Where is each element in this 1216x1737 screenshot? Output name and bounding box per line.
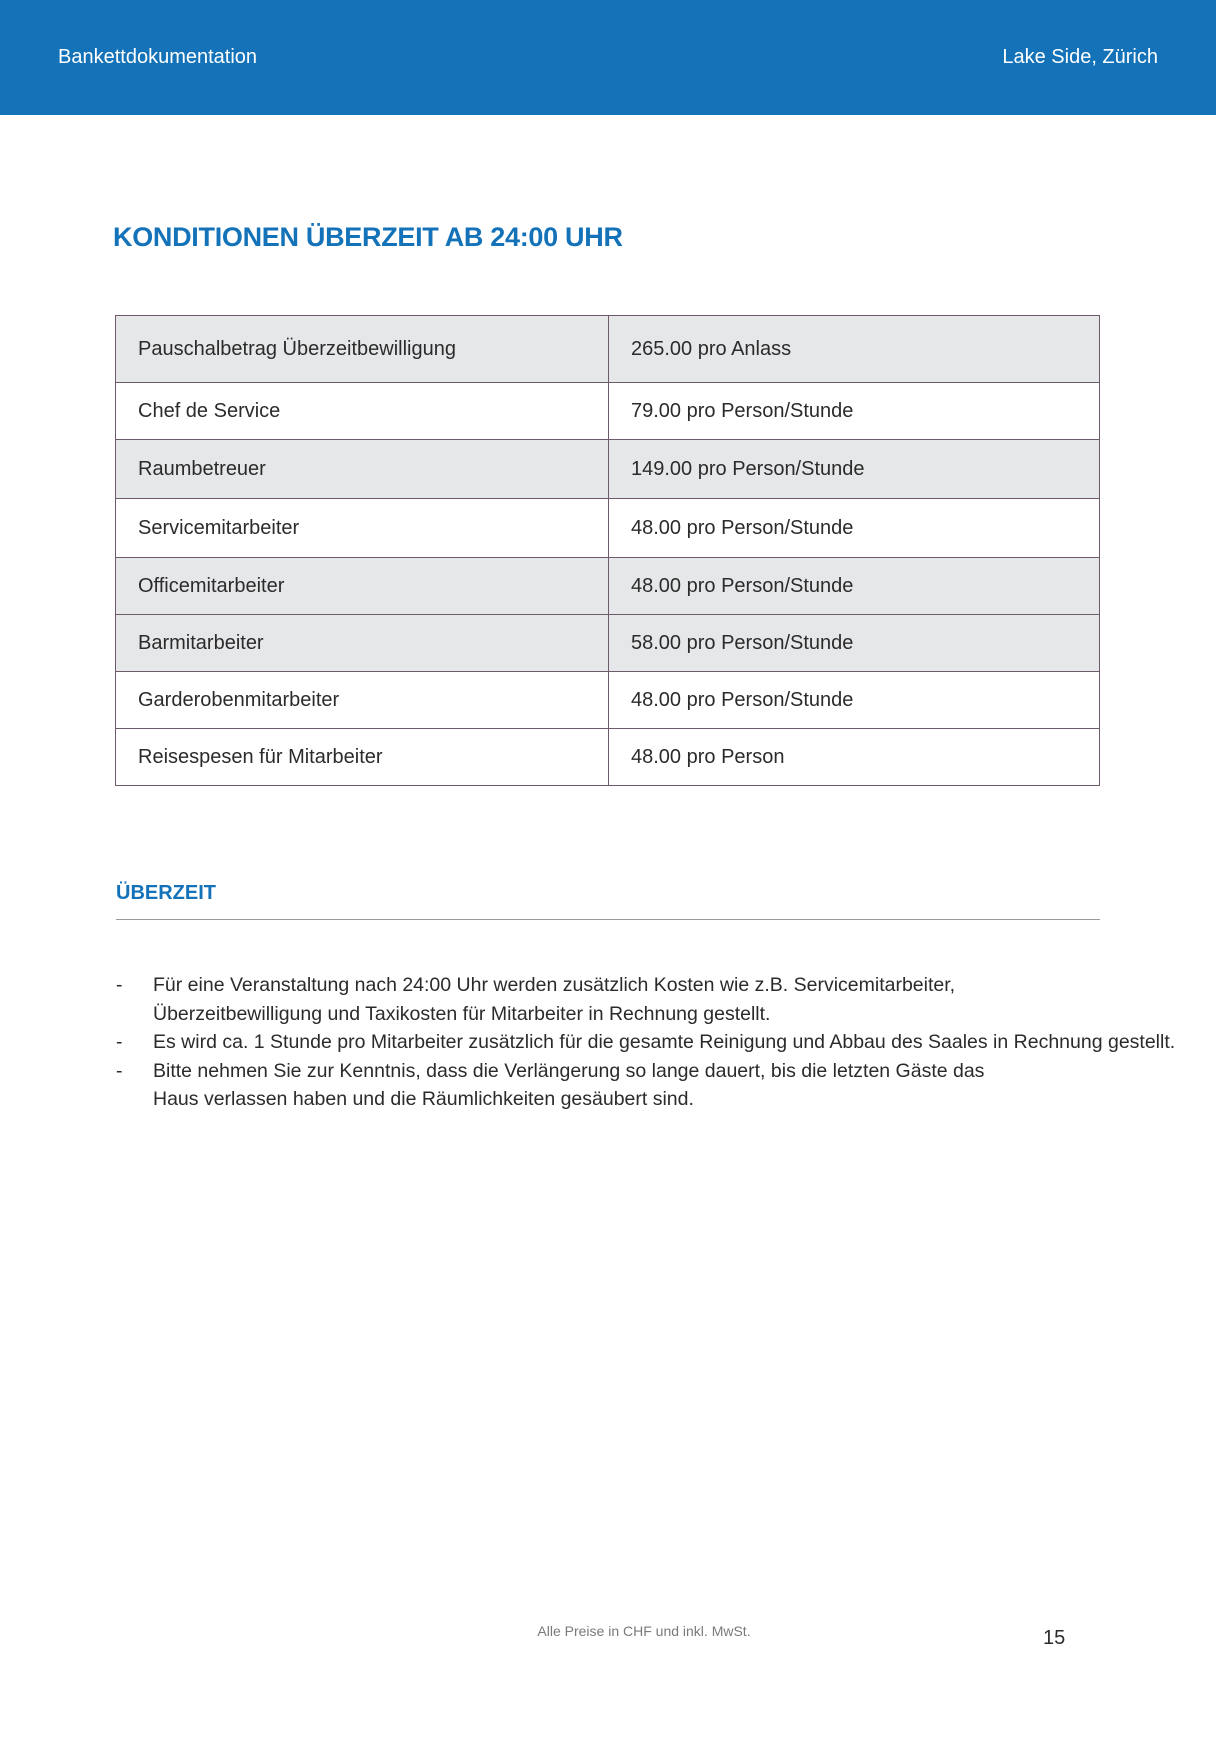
- section-divider: [116, 919, 1100, 920]
- table-row: [116, 729, 1100, 786]
- list-item: [113, 971, 1203, 1028]
- note-text-line: Für eine Veranstaltung nach 24:00 Uhr werden zusätzlich Kosten wie z.B. Servicemitarbeiter,: [153, 974, 956, 996]
- table-row: [116, 383, 1100, 440]
- rate-label: Servicemitarbeiter: [116, 499, 609, 558]
- rate-value: 48.00 pro Person: [609, 729, 1100, 786]
- footer-price-note: Alle Preise in CHF und inkl. MwSt.: [537, 1623, 751, 1639]
- table-row: [116, 316, 1100, 383]
- list-item: [113, 1028, 1203, 1057]
- note-text-line: Haus verlassen haben und die Räumlichkeiten gesäubert sind.: [153, 1088, 694, 1110]
- section-heading: ÜBERZEIT: [116, 882, 216, 904]
- overtime-rates-table: [115, 315, 1100, 786]
- note-text-line: Überzeitbewilligung und Taxikosten für Mitarbeiter in Rechnung gestellt.: [153, 1002, 771, 1025]
- table-row: [116, 440, 1100, 499]
- page-header: [0, 0, 1216, 115]
- table-row: [116, 558, 1100, 615]
- rate-label: Officemitarbeiter: [116, 558, 609, 615]
- rate-label: Reisespesen für Mitarbeiter: [116, 729, 609, 786]
- table-row: [116, 499, 1100, 558]
- rate-label: Garderobenmitarbeiter: [116, 672, 609, 729]
- bullet-dash: -: [116, 974, 123, 996]
- table-row: [116, 615, 1100, 672]
- rate-label: Pauschalbetrag Überzeitbewilligung: [116, 316, 609, 383]
- rate-value: 48.00 pro Person/Stunde: [609, 558, 1100, 615]
- header-document-name: Bankettdokumentation: [58, 46, 258, 68]
- table-row: [116, 672, 1100, 729]
- rate-label: Raumbetreuer: [116, 440, 609, 499]
- rate-label: Barmitarbeiter: [116, 615, 609, 672]
- note-text-line: Bitte nehmen Sie zur Kenntnis, dass die Verlängerung so lange dauert, bis die letzten Gäste das: [153, 1059, 985, 1082]
- header-location: Lake Side, Zürich: [1002, 46, 1158, 68]
- list-item: [113, 1057, 1203, 1114]
- page-title: KONDITIONEN ÜBERZEIT AB 24:00 UHR: [113, 222, 623, 252]
- rate-value: 48.00 pro Person/Stunde: [609, 672, 1100, 729]
- rate-value: 79.00 pro Person/Stunde: [609, 383, 1100, 440]
- note-text-line: Es wird ca. 1 Stunde pro Mitarbeiter zusätzlich für die gesamte Reinigung und Abbau des Saales in Rechnung gestellt.: [153, 1031, 1176, 1053]
- rate-value: 48.00 pro Person/Stunde: [609, 499, 1100, 558]
- page-number: 15: [1043, 1627, 1066, 1649]
- notes-list: [113, 971, 1203, 1114]
- rate-value: 265.00 pro Anlass: [609, 316, 1100, 383]
- bullet-dash: -: [116, 1031, 123, 1053]
- rate-label: Chef de Service: [116, 383, 609, 440]
- bullet-dash: -: [116, 1059, 123, 1082]
- rate-value: 58.00 pro Person/Stunde: [609, 615, 1100, 672]
- rate-value: 149.00 pro Person/Stunde: [609, 440, 1100, 499]
